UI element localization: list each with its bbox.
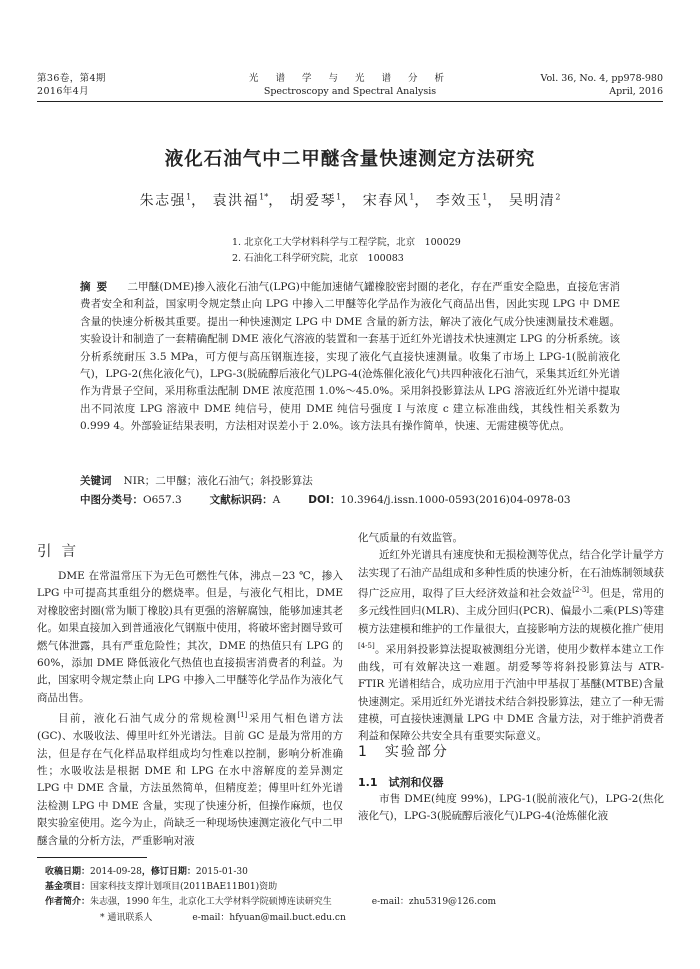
bio-email: e-mail：zhu5319@126.com [371, 897, 497, 908]
fund-label: 基金项目： [45, 882, 91, 893]
continued-paragraph: 化气质量的有效监管。 [358, 532, 463, 544]
nir-text-b: 。但是，常用的多元线性回归(MLR)、主成分回归(PCR)、偏最小二乘(PLS)等建模方法建模和维护的工作量很大，直接影响方法的规模化推广使用 [358, 587, 665, 635]
author-mark: 1 [409, 192, 415, 202]
bio-line [45, 895, 496, 910]
keywords-text: NIR；二甲醚；液化石油气；斜投影算法 [123, 475, 313, 487]
date-zh: 2016年4月 [37, 86, 90, 97]
nir-text-a: 近红外光谱具有速度快和无损检测等优点，结合化学计量学方法实现了石油产品组成和多种性质的快速分析，在石油炼制领域获得广泛应用，取得了巨大经济效益和社会效益 [358, 549, 664, 600]
left-column [37, 568, 343, 850]
author-name: 李效玉 [435, 193, 483, 209]
doi-value: 10.3964/j.issn.1000-0593(2016)04-0978-03 [340, 494, 571, 506]
author-list: 朱志强$^1$， 袁洪福$^{1*}$， 胡爱琴$^1$， 宋春风$^1$， 李效玉$^1$， 吴明清$^2$ [139, 192, 561, 209]
fund-line [45, 880, 496, 895]
author-name: 胡爱琴 [289, 193, 337, 209]
received-label: 收稿日期： [45, 867, 91, 877]
abstract-label: 摘要 [80, 281, 114, 293]
doi-label: DOI： [308, 494, 341, 506]
author-mark: 1 [336, 192, 342, 202]
author-name: 袁洪福 [212, 193, 260, 209]
author-mark: 1* [259, 192, 269, 202]
received-line [45, 865, 496, 880]
revised-date: 2015-01-30 [195, 867, 248, 877]
author-mark: 1 [186, 192, 192, 202]
received-date: 2014-09-28 [90, 867, 142, 877]
doc-code-value: A [272, 494, 281, 506]
clc-label: 中图分类号： [80, 494, 143, 506]
intro-paragraph-2 [37, 707, 343, 850]
author-name: 朱志强 [139, 193, 187, 209]
corr-line [45, 911, 496, 926]
author-mark: 1 [482, 192, 488, 202]
clc-value: O657.3 [143, 494, 182, 506]
doc-code-label: 文献标识码： [209, 494, 273, 506]
footnote-divider [37, 857, 147, 858]
header-center [180, 72, 520, 98]
right-column-lower [358, 791, 664, 826]
affiliation-item: 2. 石油化工科学研究院，北京 100083 [232, 253, 404, 264]
intro-paragraph-1: DME 在常温常压下为无色可燃性气体，沸点－23 ℃，掺入 LPG 中可提高其重组分的燃烧率。但是，与液化气相比，DME 对橡胶密封圈(常为顺丁橡胶)具有更强的溶解腐蚀，能够加速其老化。如果直接加入到普通液化气钢瓶中使用，将破坏密封圈导致可燃气体泄露，具有严重危险性；其次，DME 的热值只有 LPG 的 60%，添加 DME 降低液化气热值也直接损害消费者的利益。为此，国家明令规定禁止向 LPG 中掺入二甲醚等化学品作为液化气商品出售。 [37, 570, 343, 704]
keywords-label: 关键词 [80, 475, 112, 487]
corr-label: * 通讯联系人 [100, 912, 153, 923]
classification-line [80, 492, 571, 507]
subsection-1-1-heading: 1.1 试剂和仪器 [358, 776, 444, 789]
citation-ref: [4-5] [358, 641, 375, 650]
right-column [358, 530, 664, 746]
affiliation-item: 1. 北京化工大学材料科学与工程学院，北京 100029 [232, 237, 461, 248]
revised-label: ，修订日期： [141, 867, 196, 877]
header-left [37, 72, 106, 98]
author-name: 宋春风 [362, 193, 410, 209]
citation-ref: [1] [237, 711, 248, 720]
fund-text: 国家科技支撑计划项目(2011BAE11B01)资助 [90, 882, 278, 893]
section-1-heading: 1 实验部分 [358, 744, 449, 760]
bio-label: 作者简介： [45, 897, 91, 908]
intro-heading: 引言 [37, 544, 86, 560]
author-mark: 2 [555, 192, 561, 202]
header-divider [37, 101, 663, 102]
paper-title: 液化石油气中二甲醚含量快速测定方法研究 [164, 149, 536, 170]
intro-p2-text-b: 采用气相色谱方法(GC)、水吸收法、傅里叶红外光谱法。目前 GC 是最为常用的方法，但是存在气化样品取样组成均匀性难以控制，影响分析准确性；水吸收法是根据 DME 和 LPG 在水中溶解度的差异测定 LPG 中 DME 含量，方法虽然简单，但精度差；傅里叶红外光谱法检测 LPG 中 DME 含量，实现了快速分析，但操作麻烦，也仅限实验室使用。迄今为止，尚缺乏一种现场快速测定液化气中二甲醚含量的分析方法，严重影响对液 [37, 712, 344, 847]
volume-en: Vol. 36, No. 4, pp978-980 [540, 73, 663, 84]
affiliations [232, 235, 461, 267]
journal-name-en: Spectroscopy and Spectral Analysis [263, 86, 437, 97]
footnotes [45, 865, 496, 926]
author-name: 吴明清 [508, 193, 556, 209]
bio-text: 朱志强，1990 年生，北京化工大学材料学院硕博连读研究生 [90, 897, 332, 908]
journal-name-zh: 光 谱 学 与 光 谱 分 析 [248, 73, 452, 84]
abstract [80, 279, 620, 436]
nir-paragraph [358, 547, 664, 745]
header-right [540, 72, 663, 98]
volume-zh: 第36卷，第4期 [37, 73, 106, 84]
keywords [80, 473, 313, 488]
nir-text-c: 。采用斜投影算法提取被测组分光谱，使用少数样本建立工作曲线，可有效解决这一难题。胡爱琴等将斜投影算法与 ATR-FTIR 光谱相结合，成功应用于汽油中甲基叔丁基醚(MTBE)含量快速测定。采用近红外光谱技术结合斜投影算法，建立了一种无需建模，可直接快速测量 LPG 中 DME 含量方法，对于维护消费者利益和保障公共安全具有重要实际意义。 [358, 643, 664, 743]
citation-ref: [2-3] [572, 586, 590, 595]
materials-paragraph: 市售 DME(纯度 99%)，LPG-1(脱前液化气)，LPG-2(焦化液化气)，LPG-3(脱硫醇后液化气)LPG-4(沧炼催化液 [358, 793, 664, 823]
date-en: April, 2016 [609, 86, 663, 97]
intro-p2-text-a: 目前，液化石油气成分的常规检测 [58, 712, 238, 725]
corr-email: e-mail：hfyuan@mail.buct.edu.cn [192, 912, 346, 923]
abstract-text: 二甲醚(DME)掺入液化石油气(LPG)中能加速储气罐橡胶密封圈的老化，存在严重安全隐患，直接危害消费者安全和利益，国家明令规定禁止向 LPG 中掺入二甲醚等化学品作为液化气商品出售，因此实现 LPG 中 DME 含量的快速分析极其重要。提出一种快速测定 LPG 中 DME 含量的新方法，解决了液化气成分快速测量技术难题。实验设计和制造了一套精确配制 DME 液化气溶液的装置和一套基于近红外光谱技术快速测定 LPG 的分析系统。该分析系统耐压 3.5 MPa，可方便与高压钢瓶连接，实现了液化气直接快速测量。收集了市场上 LPG-1(脱前液化气)，LPG-2(焦化液化气)，LPG-3(脱硫醇后液化气)LPG-4(沧炼催化液化气)共四种液化石油气，采集其近红外光谱作为背景子空间，采用称重法配制 DME 浓度范围 1.0%～45.0%。采用斜投影算法从 LPG 溶液近红外光谱中提取出不同浓度 LPG 溶液中 DME 纯信号，使用 DME 纯信号强度 I 与浓度 c 建立标准曲线，其线性相关系数为 0.999 4。外部验证结果表明，方法相对误差小于 2.0%。该方法具有操作简单，快速、无需建模等优点。 [80, 281, 620, 433]
